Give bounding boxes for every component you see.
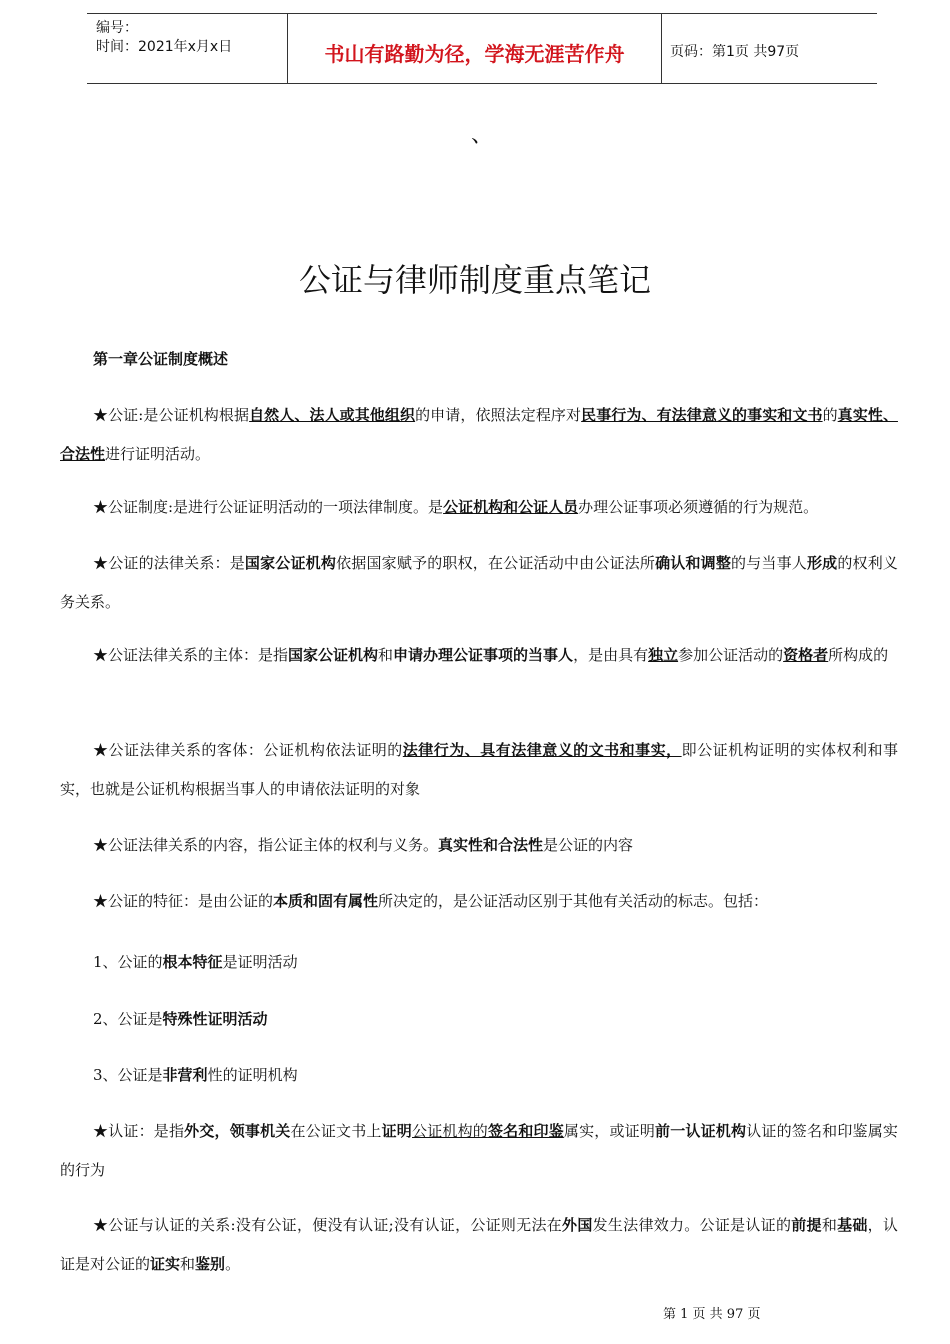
paragraph-notary-authentication-relation: ★公证与认证的关系:没有公证，便没有认证;没有认证，公证则无法在外国发生法律效力。公证是认证的前提和基础，认证是对公证的证实和鉴别。 (60, 1216, 898, 1273)
list-item: 2、公证是特殊性证明活动 (93, 1010, 268, 1028)
chapter-heading: 第一章公证制度概述 (93, 350, 229, 368)
paragraph-characteristics: ★公证的特征：是由公证的本质和固有属性所决定的，是公证活动区别于其他有关活动的标志。包括： (93, 892, 769, 910)
motto: 书山有路勤为径，学海无涯苦作舟 (324, 42, 625, 66)
paragraph-authentication: ★认证：是指外交，领事机关在公证文书上证明公证机构的签名和印鉴属实，或证明前一认证机构认证的签名和印鉴属实的行为 (60, 1122, 898, 1179)
paragraph-relation-object: ★公证法律关系的客体：公证机构依法证明的法律行为、具有法律意义的文书和事实，即公证机构证明的实体权利和事实，也就是公证机构根据当事人的申请依法证明的对象 (60, 741, 898, 798)
paragraph-legal-relation: ★公证的法律关系：是国家公证机构依据国家赋予的职权，在公证活动中由公证法所确认和调整的与当事人形成的权利义务关系。 (60, 554, 898, 611)
paragraph-notary-system: ★公证制度:是进行公证证明活动的一项法律制度。是公证机构和公证人员办理公证事项必须遵循的行为规范。 (93, 498, 819, 516)
list-item: 1、公证的根本特征是证明活动 (93, 953, 298, 971)
page-code: 页码：第1页 共97页 (670, 44, 800, 60)
stray-mark: 、 (471, 123, 494, 148)
header-motto-cell (287, 14, 662, 83)
header-meta-cell (87, 14, 287, 83)
serial-label: 编号： (96, 20, 138, 36)
paragraph-relation-subject: ★公证法律关系的主体：是指国家公证机构和申请办理公证事项的当事人，是由具有独立参加公证活动的资格者所构成的 (93, 646, 889, 664)
paragraph-relation-content: ★公证法律关系的内容，指公证主体的权利与义务。真实性和合法性是公证的内容 (93, 836, 634, 854)
page-header (87, 13, 877, 84)
page-footer: 第 1 页 共 97 页 (663, 1307, 761, 1322)
paragraph-notary-definition: ★公证:是公证机构根据自然人、法人或其他组织的申请，依照法定程序对民事行为、有法律意义的事实和文书的真实性、合法性进行证明活动。 (60, 406, 898, 463)
time-label: 时间：2021年x月x日 (96, 39, 233, 55)
document-title: 公证与律师制度重点笔记 (298, 261, 651, 299)
header-page-cell (661, 14, 877, 83)
list-item: 3、公证是非营利性的证明机构 (93, 1066, 298, 1084)
